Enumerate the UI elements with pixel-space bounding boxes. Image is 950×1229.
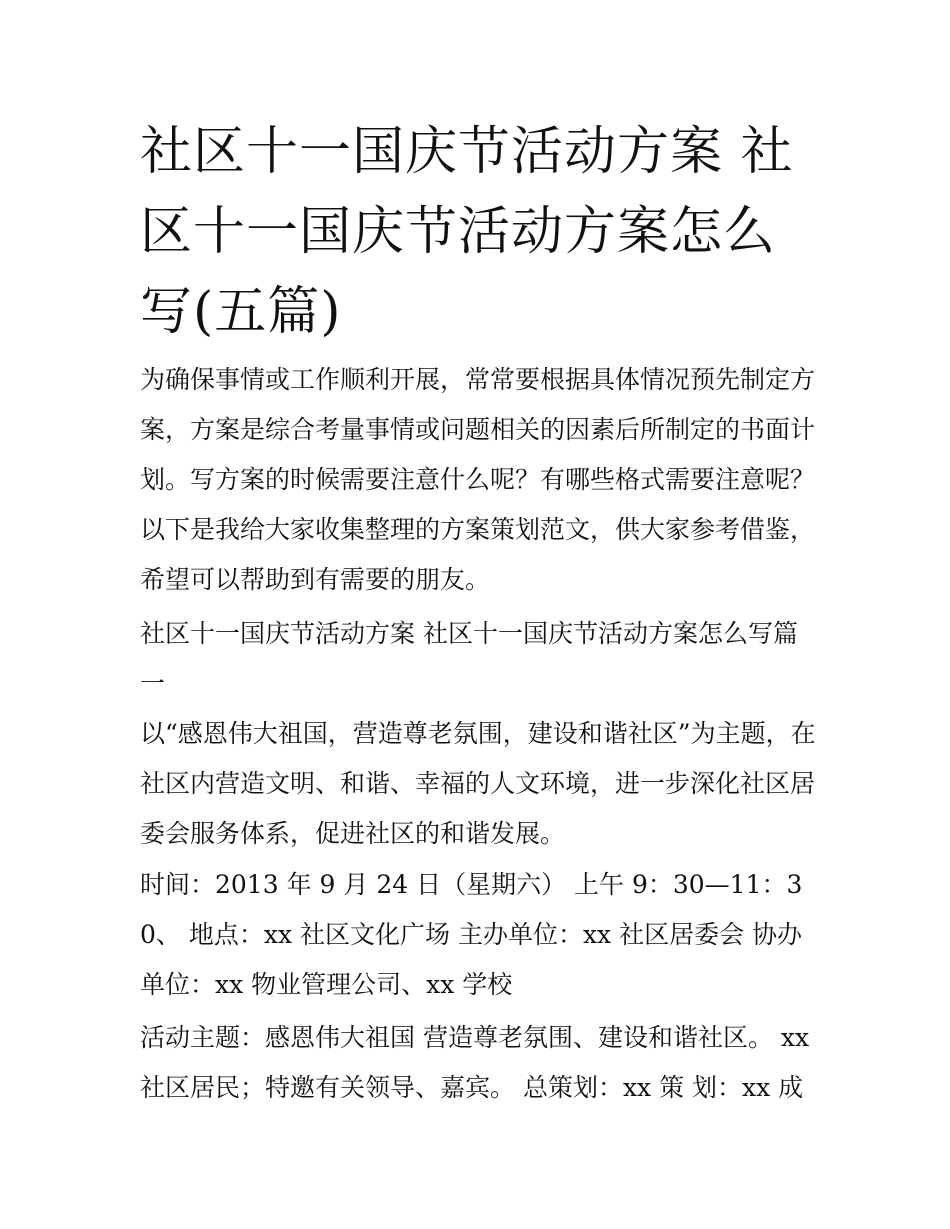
activity-theme-paragraph: 活动主题：感恩伟大祖国 营造尊老氛围、建设和谐社区。 xx 社区居民；特邀有关领导、嘉宾。 总策划：xx 策 划：xx 成 [140, 1023, 810, 1102]
document-title: 社区十一国庆节活动方案 社区十一国庆节活动方案怎么写(五篇) [140, 122, 794, 342]
time-location-paragraph: 时间：2013 年 9 月 24 日（星期六） 上午 9：30—11：30、 地点：xx 社区文化广场 主办单位：xx 社区居委会 协办单位：xx 物业管理公司、xx 学校 [140, 870, 803, 999]
theme-paragraph: 以“感恩伟大祖国，营造尊老氛围，建设和谐社区”为主题，在社区内营造文明、和谐、幸福的人文环境，进一步深化社区居委会服务体系，促进社区的和谐发展。 [140, 719, 816, 848]
intro-paragraph: 为确保事情或工作顺利开展，常常要根据具体情况预先制定方案，方案是综合考量事情或问题相关的因素后所制定的书面计划。写方案的时候需要注意什么呢？有哪些格式需要注意呢？以下是我给大家收集整理的方案策划范文，供大家参考借鉴，希望可以帮助到有需要的朋友。 [140, 365, 816, 594]
section-subheading: 社区十一国庆节活动方案 社区十一国庆节活动方案怎么写篇一 [140, 619, 798, 698]
